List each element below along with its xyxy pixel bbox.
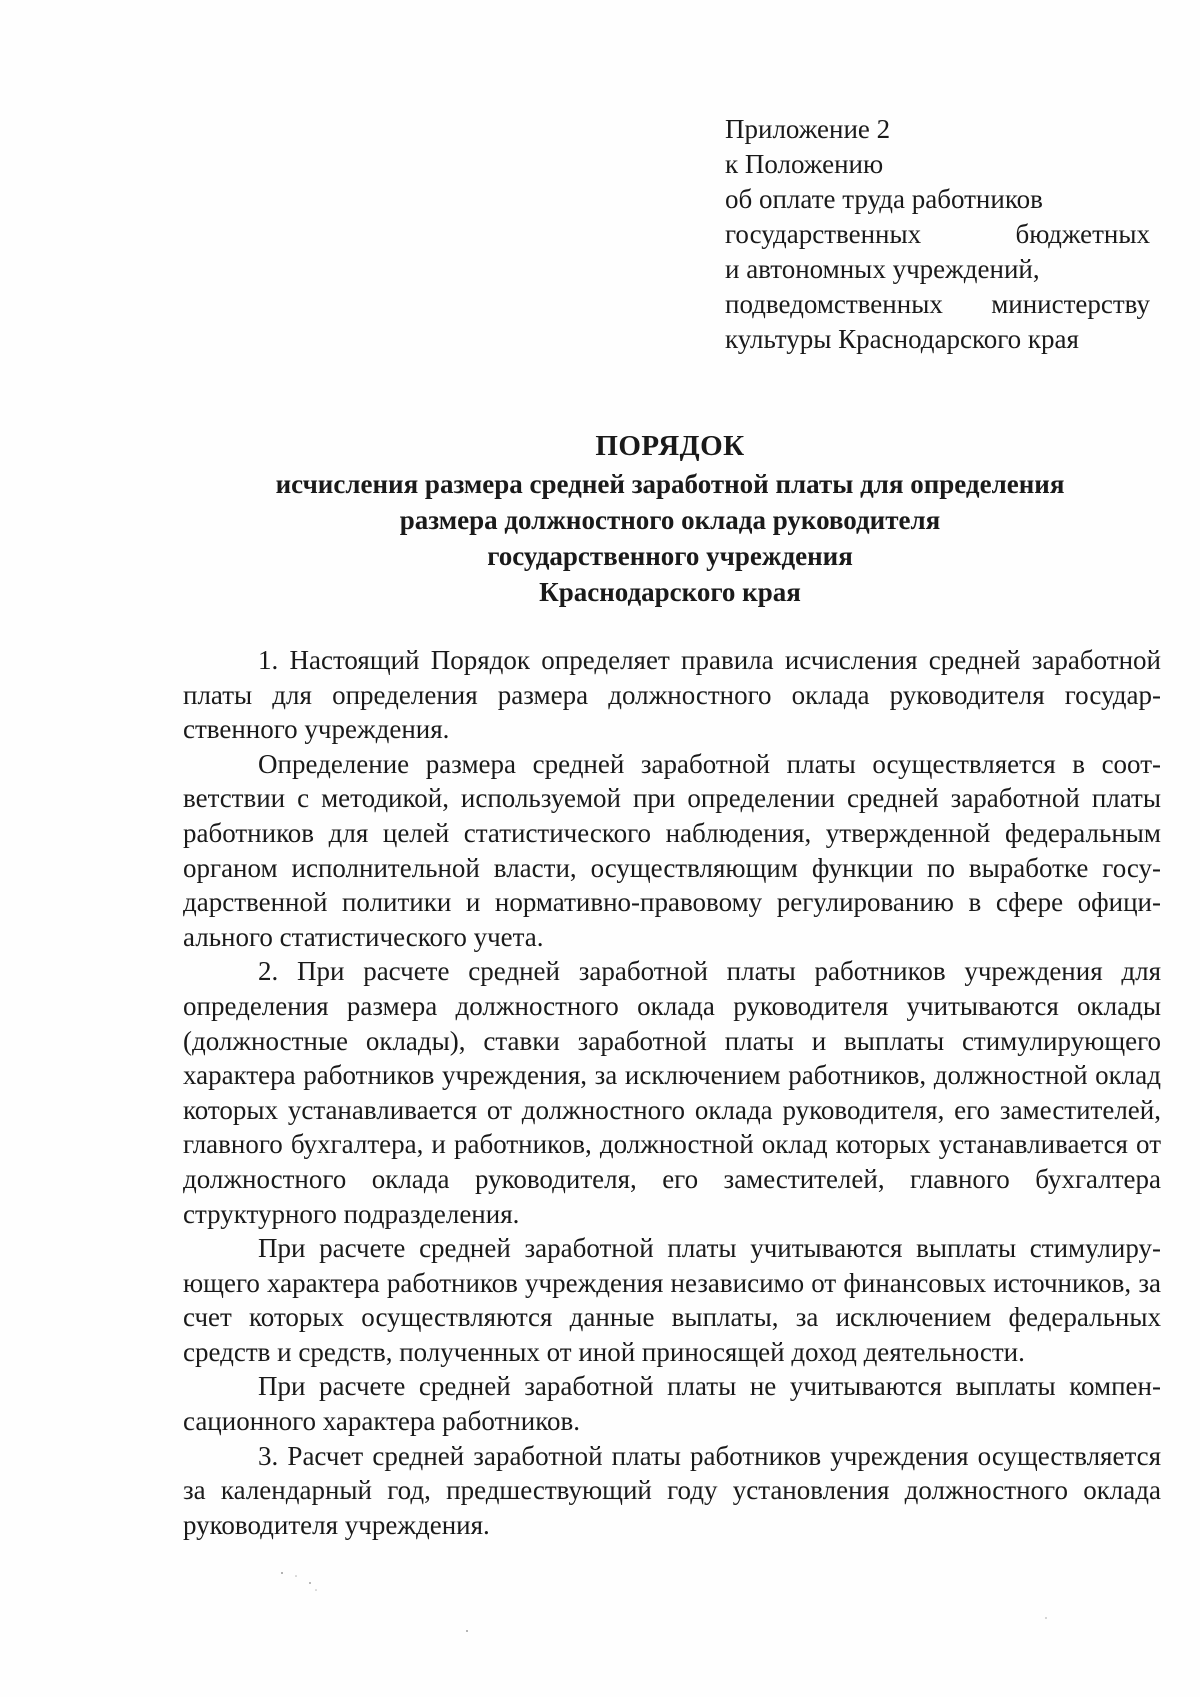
appendix-line-justified — [725, 287, 1150, 322]
document-subtitle-line: государственного учреждения — [487, 541, 853, 571]
appendix-line: и автономных учреждений, — [725, 254, 1040, 284]
appendix-word: подведомственных — [725, 289, 943, 319]
appendix-line: культуры Краснодарского края — [725, 324, 1079, 354]
appendix-line: об оплате труда работников — [725, 184, 1043, 214]
paragraph-6: 3. Расчет средней заработной платы работников учреждения осуществляется за календарный год, предшествующий году установления должностного оклада руководителя учреждения. — [183, 1440, 1161, 1540]
paragraph-2: Определение размера средней заработной платы осуществляется в соответствии с методикой, используемой при определении средней заработной платы работников для целей статистического наблюдения, утвержденной федеральным органом исполнительной власти, осуществляющим функции по выработке государственной политики и нормативно-правовому регулированию в сфере официального статистического учета. — [183, 748, 1161, 952]
appendix-line-justified — [725, 217, 1150, 252]
paragraph-1: 1. Настоящий Порядок определяет правила исчисления средней заработной платы для определения размера должностного оклада руководителя государственного учреждения. — [183, 645, 1161, 745]
paragraph-5: При расчете средней заработной платы не учитываются выплаты компенсационного характера работников. — [183, 1371, 1161, 1437]
appendix-word: министерству — [991, 289, 1150, 319]
appendix-word: бюджетных — [1015, 219, 1150, 249]
appendix-reference — [725, 112, 1150, 357]
document-title: ПОРЯДОК — [595, 430, 745, 462]
document-body — [183, 643, 1161, 1542]
document-subtitle-line: размера должностного оклада руководителя — [399, 505, 941, 535]
document-subtitle-line: исчисления размера средней заработной платы для определения — [275, 469, 1065, 499]
appendix-line: Приложение 2 — [725, 114, 891, 144]
appendix-word: государственных — [725, 219, 922, 249]
paragraph-4: При расчете средней заработной платы учитываются выплаты стимулирующего характера работников учреждения независимо от финансовых источников, за счет которых осуществляются данные выплаты, за исключением федеральных средств и средств, полученных от иной приносящей доход деятельности. — [183, 1233, 1161, 1367]
paragraph-3: 2. При расчете средней заработной платы работников учреждения для определения размера должностного оклада руководителя учитываются оклады (должностные оклады), ставки заработной платы и выплаты стимулирующего характера работников учреждения, за исключением работников, должностной оклад которых устанавливается от должностного оклада руководителя, его заместителей, главного бухгалтера, и работников, должностной оклад которых устанавливается от должностного оклада руководителя, его заместителей, главного бухгалтера структурного подразделения. — [183, 956, 1161, 1229]
document-subtitle-line: Краснодарского края — [539, 577, 801, 607]
appendix-line: к Положению — [725, 149, 884, 179]
document-heading — [150, 426, 1190, 610]
